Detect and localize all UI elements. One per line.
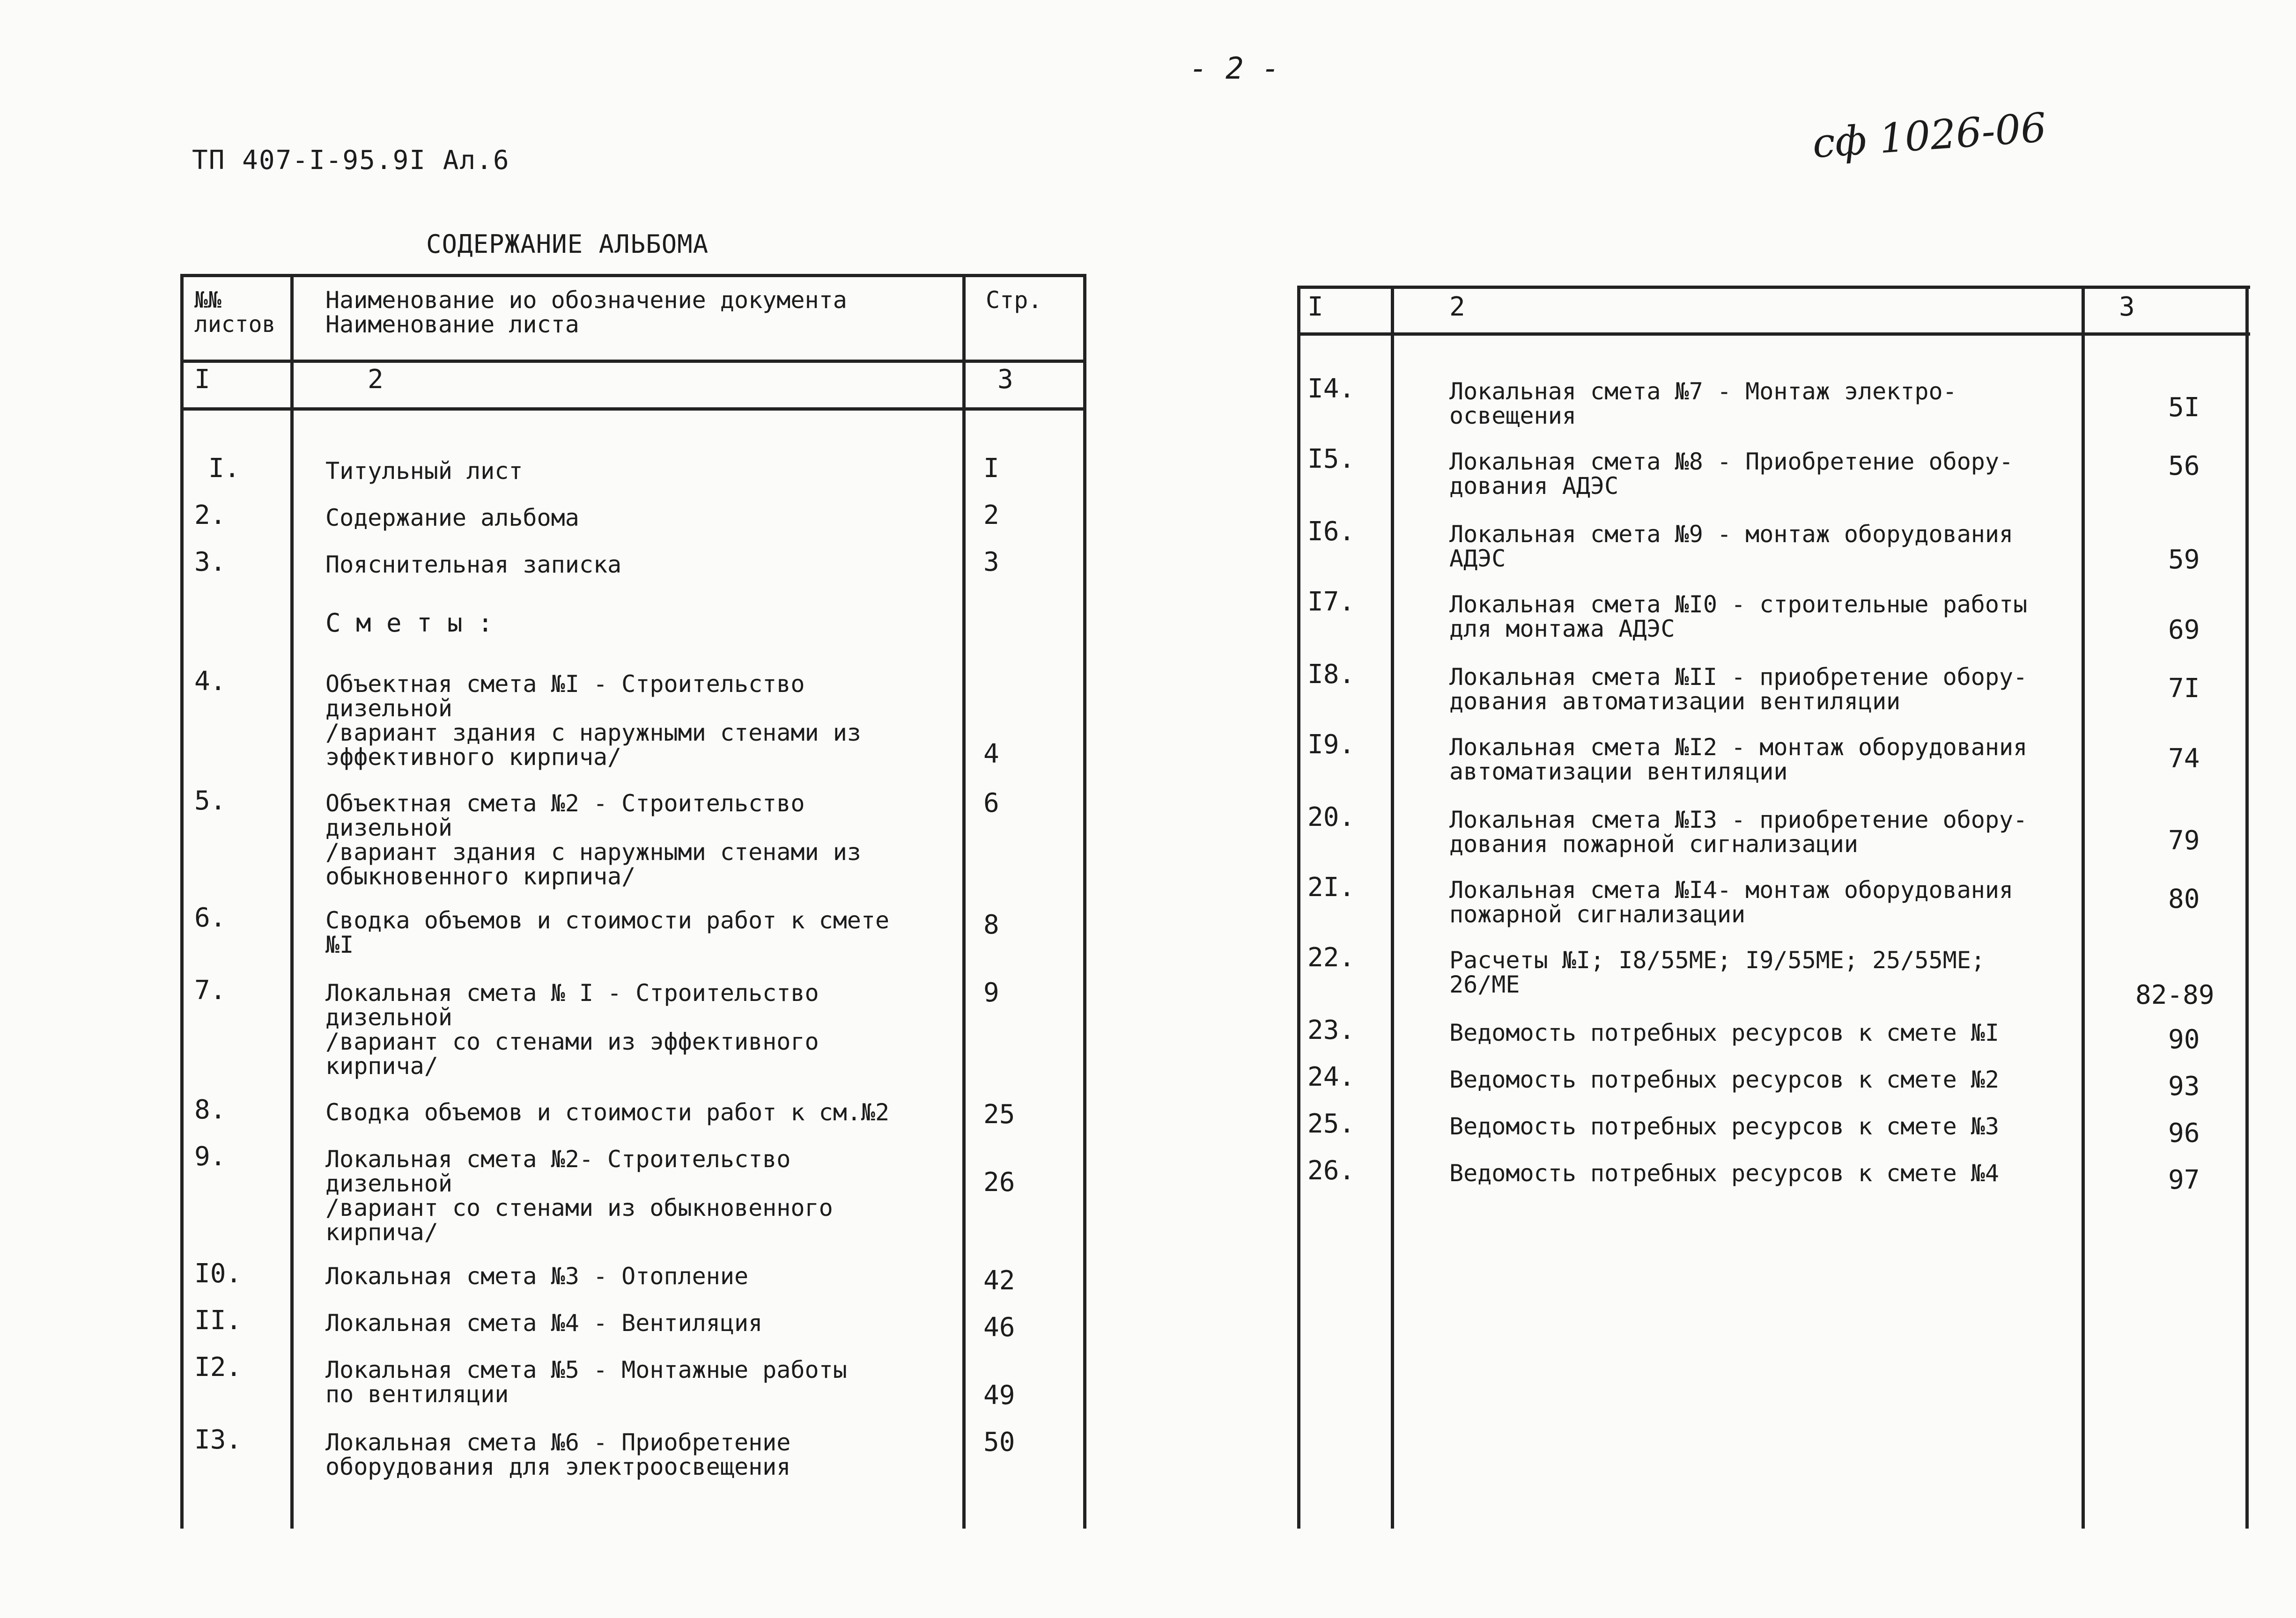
table-divider xyxy=(180,360,1086,363)
row-number: I3. xyxy=(194,1425,242,1455)
page-number: - 2 - xyxy=(1189,51,1280,86)
row-number: 6. xyxy=(194,903,226,933)
header-page: Стр. xyxy=(986,287,1042,314)
row-number: I8. xyxy=(1307,659,1355,690)
row-title: Объектная смета №I - Строительство дизельной /вариант здания с наружными стенами из эффективного кирпича/ xyxy=(325,670,861,771)
row-page: 6 xyxy=(983,788,999,818)
row-title: Ведомость потребных ресурсов к смете №3 xyxy=(1449,1113,1999,1140)
row-title: Расчеты №I; I8/55МЕ; I9/55МЕ; 25/55МЕ; 26/МЕ xyxy=(1449,947,1985,998)
column-index-3: 3 xyxy=(997,364,1013,395)
row-page: I xyxy=(983,453,999,484)
column-index-1: I xyxy=(1307,292,1323,322)
row-page: 49 xyxy=(983,1380,1015,1411)
row-page: 8 xyxy=(983,910,999,940)
table-divider xyxy=(2082,286,2085,1529)
row-page: 80 xyxy=(2168,884,2200,914)
column-index-2: 2 xyxy=(368,364,384,395)
album-title: СОДЕРЖАНИЕ АЛЬБОМА xyxy=(426,229,709,259)
row-number: 20. xyxy=(1307,802,1355,832)
table-border xyxy=(1297,286,2250,289)
row-title: Титульный лист xyxy=(325,457,523,485)
row-page: 96 xyxy=(2168,1118,2200,1148)
row-page: 90 xyxy=(2168,1024,2200,1055)
row-number: I4. xyxy=(1307,374,1355,404)
row-page: 93 xyxy=(2168,1071,2200,1102)
table-divider xyxy=(1391,286,1394,1529)
row-page: 4 xyxy=(983,739,999,769)
row-number: 22. xyxy=(1307,942,1355,973)
column-index-3: 3 xyxy=(2119,292,2135,322)
row-title: Локальная смета №6 - Приобретение оборудования для электроосвещения xyxy=(325,1429,791,1480)
table-divider xyxy=(290,274,294,1529)
row-title: Локальная смета №7 - Монтаж электро- освещения xyxy=(1449,378,1957,429)
row-page: 7I xyxy=(2168,673,2200,704)
contents-table-right xyxy=(1297,286,2250,1529)
row-title: Ведомость потребных ресурсов к смете №4 xyxy=(1449,1160,1999,1187)
row-number: 7. xyxy=(194,975,226,1006)
handwritten-code: сф 1026-06 xyxy=(1811,104,2048,168)
row-number: 23. xyxy=(1307,1015,1355,1045)
row-title: Локальная смета №I3 - приобретение обору- дования пожарной сигнализации xyxy=(1449,806,2028,858)
row-page: 50 xyxy=(983,1427,1015,1457)
row-title: Локальная смета №2- Строительство дизельной /вариант со стенами из обыкновенного кирпича/ xyxy=(325,1146,833,1246)
row-title: Локальная смета №3 - Отопление xyxy=(325,1263,749,1290)
row-title: Объектная смета №2 - Строительство дизельной /вариант здания с наружными стенами из обыкновенного кирпича/ xyxy=(325,790,861,890)
table-divider xyxy=(180,407,1086,411)
row-title: Пояснительная записка xyxy=(325,551,622,578)
row-title: Локальная смета № I - Строительство дизельной /вариант со стенами из эффективного кирпича/ xyxy=(325,979,819,1080)
row-page: 74 xyxy=(2168,743,2200,774)
row-number: 8. xyxy=(194,1095,226,1125)
row-title: Сводка объемов и стоимости работ к смете №I xyxy=(325,907,890,958)
row-page: 59 xyxy=(2168,544,2200,575)
row-number: I9. xyxy=(1307,729,1355,760)
row-title: Локальная смета №I4- монтаж оборудования пожарной сигнализации xyxy=(1449,876,2014,928)
table-border xyxy=(180,274,184,1529)
row-number: 26. xyxy=(1307,1155,1355,1186)
row-number: I7. xyxy=(1307,587,1355,617)
row-page: 5I xyxy=(2168,392,2200,423)
header-sheet-numbers: №№ листов xyxy=(194,287,276,338)
row-number: I0. xyxy=(194,1258,242,1289)
row-page: 46 xyxy=(983,1312,1015,1343)
row-number: 4. xyxy=(194,666,226,697)
row-page: 2 xyxy=(983,500,999,530)
row-number: I. xyxy=(208,453,240,484)
row-page: 97 xyxy=(2168,1165,2200,1195)
row-page: 9 xyxy=(983,978,999,1008)
document-code: ТП 407-I-95.9I Ал.6 xyxy=(192,145,510,176)
row-number: 9. xyxy=(194,1141,226,1172)
row-number: 2. xyxy=(194,500,226,530)
table-border xyxy=(1297,286,1300,1529)
row-page: 3 xyxy=(983,547,999,577)
row-title: Локальная смета №8 - Приобретение обору- дования АДЭС xyxy=(1449,448,2014,500)
table-border xyxy=(1083,274,1086,1529)
section-heading: С м е т ы : xyxy=(325,608,493,638)
row-page: 79 xyxy=(2168,825,2200,856)
row-number: II. xyxy=(194,1305,242,1336)
row-title: Ведомость потребных ресурсов к смете №I xyxy=(1449,1019,1999,1046)
row-page: 82-89 xyxy=(2135,980,2215,1010)
row-number: 5. xyxy=(194,786,226,816)
row-number: 25. xyxy=(1307,1109,1355,1139)
row-title: Локальная смета №II - приобретение обору- дования автоматизации вентиляции xyxy=(1449,663,2028,715)
column-index-2: 2 xyxy=(1449,292,1465,322)
row-title: Локальная смета №4 - Вентиляция xyxy=(325,1309,763,1337)
row-number: I5. xyxy=(1307,444,1355,474)
contents-table-left xyxy=(180,274,1086,1529)
column-index-1: I xyxy=(194,364,210,395)
row-title: Содержание альбома xyxy=(325,504,579,531)
table-divider xyxy=(1297,332,2250,336)
table-divider xyxy=(962,274,966,1529)
row-title: Локальная смета №9 - монтаж оборудования АДЭС xyxy=(1449,521,2014,572)
row-page: 25 xyxy=(983,1099,1015,1130)
row-page: 26 xyxy=(983,1167,1015,1198)
table-border xyxy=(2245,286,2249,1529)
table-border xyxy=(180,274,1086,277)
row-number: I2. xyxy=(194,1352,242,1383)
row-title: Ведомость потребных ресурсов к смете №2 xyxy=(1449,1066,1999,1093)
row-title: Локальная смета №I0 - строительные работы для монтажа АДЭС xyxy=(1449,591,2028,642)
row-page: 69 xyxy=(2168,615,2200,645)
row-title: Сводка объемов и стоимости работ к см.№2 xyxy=(325,1099,890,1126)
row-number: 3. xyxy=(194,547,226,577)
row-number: I6. xyxy=(1307,516,1355,547)
row-number: 2I. xyxy=(1307,872,1355,903)
row-page: 42 xyxy=(983,1265,1015,1296)
row-title: Локальная смета №I2 - монтаж оборудования автоматизации вентиляции xyxy=(1449,734,2028,785)
row-title: Локальная смета №5 - Монтажные работы по вентиляции xyxy=(325,1356,847,1408)
header-document-name: Наименование ио обозначение документа Наименование листа xyxy=(325,287,847,338)
row-number: 24. xyxy=(1307,1062,1355,1092)
row-page: 56 xyxy=(2168,451,2200,481)
